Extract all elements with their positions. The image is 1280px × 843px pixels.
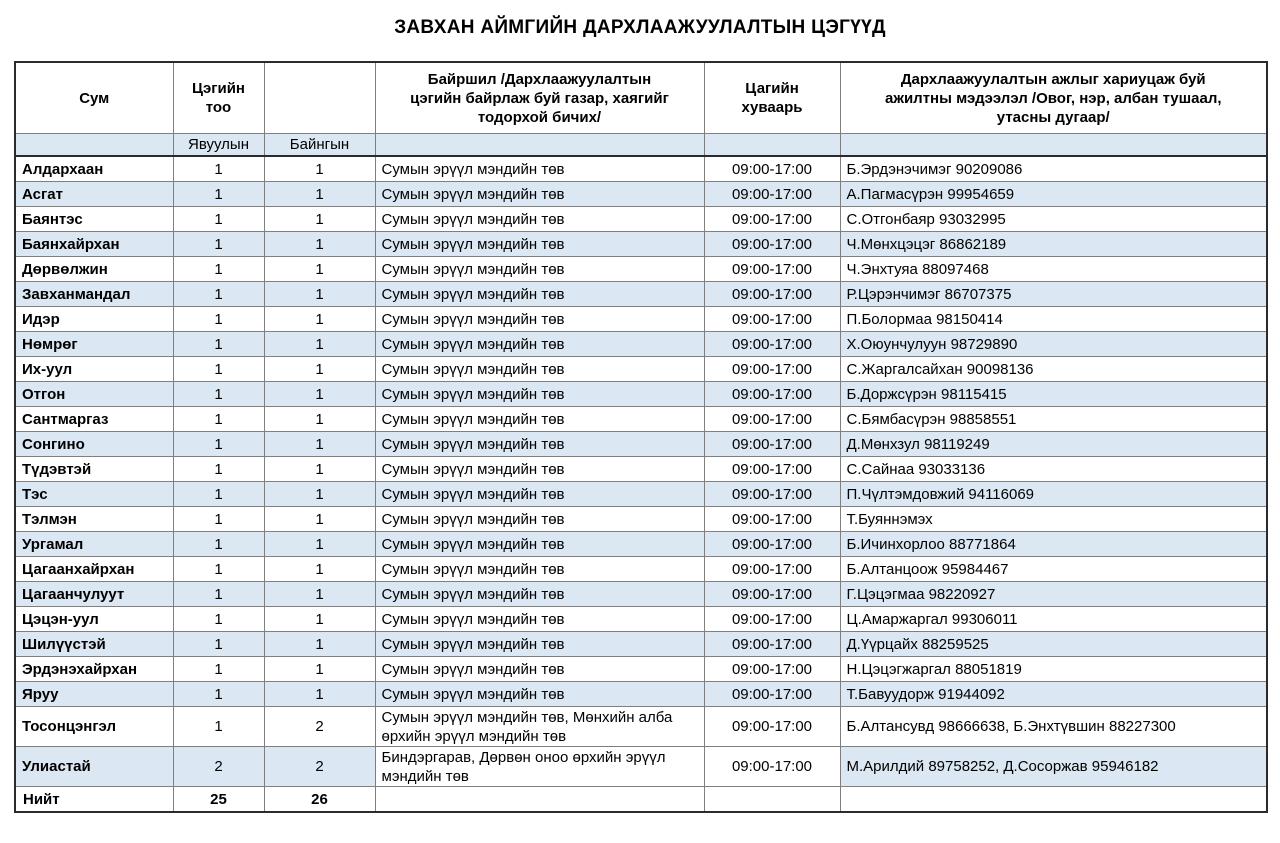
cell-mobile: 1 [173, 457, 264, 482]
cell-sum: Ургамал [15, 532, 173, 557]
header-points-count-spacer [264, 62, 375, 134]
table-row [15, 707, 1267, 747]
total-mobile: 25 [173, 787, 264, 813]
cell-permanent: 1 [264, 682, 375, 707]
cell-permanent: 1 [264, 457, 375, 482]
cell-sum: Цагаанчулуут [15, 582, 173, 607]
cell-sum: Нөмрөг [15, 332, 173, 357]
subheader-location-empty [375, 134, 704, 157]
table-row [15, 682, 1267, 707]
cell-staff: С.Сайнаа 93033136 [840, 457, 1267, 482]
cell-sum: Шилүүстэй [15, 632, 173, 657]
table-row [15, 657, 1267, 682]
cell-mobile: 1 [173, 182, 264, 207]
cell-permanent: 1 [264, 557, 375, 582]
table-row [15, 282, 1267, 307]
cell-location: Сумын эрүүл мэндийн төв [375, 307, 704, 332]
cell-location: Сумын эрүүл мэндийн төв [375, 632, 704, 657]
page-title: ЗАВХАН АЙМГИЙН ДАРХЛААЖУУЛАЛТЫН ЦЭГҮҮД [394, 17, 886, 38]
table-row [15, 632, 1267, 657]
cell-location: Сумын эрүүл мэндийн төв [375, 156, 704, 182]
cell-location: Сумын эрүүл мэндийн төв [375, 557, 704, 582]
cell-schedule: 09:00-17:00 [704, 257, 840, 282]
cell-location: Сумын эрүүл мэндийн төв [375, 382, 704, 407]
cell-sum: Идэр [15, 307, 173, 332]
cell-staff: Б.Ичинхорлоо 88771864 [840, 532, 1267, 557]
cell-schedule: 09:00-17:00 [704, 182, 840, 207]
table-row [15, 507, 1267, 532]
cell-staff: Г.Цэцэгмаа 98220927 [840, 582, 1267, 607]
cell-mobile: 1 [173, 707, 264, 747]
cell-permanent: 1 [264, 582, 375, 607]
cell-mobile: 1 [173, 382, 264, 407]
cell-sum: Сантмаргаз [15, 407, 173, 432]
table-row [15, 407, 1267, 432]
cell-mobile: 1 [173, 432, 264, 457]
cell-schedule: 09:00-17:00 [704, 532, 840, 557]
cell-schedule: 09:00-17:00 [704, 432, 840, 457]
cell-staff: Р.Цэрэнчимэг 86707375 [840, 282, 1267, 307]
cell-location: Сумын эрүүл мэндийн төв [375, 257, 704, 282]
cell-permanent: 1 [264, 607, 375, 632]
cell-mobile: 1 [173, 557, 264, 582]
cell-staff: Б.Эрдэнэчимэг 90209086 [840, 156, 1267, 182]
subheader-staff-empty [840, 134, 1267, 157]
cell-mobile: 1 [173, 257, 264, 282]
cell-mobile: 1 [173, 307, 264, 332]
cell-sum: Яруу [15, 682, 173, 707]
cell-staff: Х.Оюунчулуун 98729890 [840, 332, 1267, 357]
header-schedule: Цагийн хуваарь [704, 62, 840, 134]
cell-permanent: 1 [264, 432, 375, 457]
cell-location: Биндэргарав, Дөрвөн оноо өрхийн эрүүл мэндийн төв [375, 747, 704, 787]
table-body [15, 156, 1267, 787]
cell-staff: Ч.Мөнхцэцэг 86862189 [840, 232, 1267, 257]
cell-sum: Баянтэс [15, 207, 173, 232]
cell-staff: П.Чүлтэмдовжий 94116069 [840, 482, 1267, 507]
cell-permanent: 2 [264, 747, 375, 787]
cell-permanent: 1 [264, 532, 375, 557]
table-row [15, 207, 1267, 232]
cell-sum: Баянхайрхан [15, 232, 173, 257]
cell-sum: Тосонцэнгэл [15, 707, 173, 747]
cell-location: Сумын эрүүл мэндийн төв [375, 457, 704, 482]
table-row [15, 182, 1267, 207]
cell-permanent: 1 [264, 382, 375, 407]
cell-location: Сумын эрүүл мэндийн төв [375, 682, 704, 707]
table-row [15, 232, 1267, 257]
cell-permanent: 1 [264, 232, 375, 257]
header-staff: Дархлаажуулалтын ажлыг хариуцаж буй ажилтны мэдээлэл /Овог, нэр, албан тушаал, утасны дугаар/ [840, 62, 1267, 134]
cell-schedule: 09:00-17:00 [704, 707, 840, 747]
cell-mobile: 1 [173, 156, 264, 182]
subheader-row [15, 134, 1267, 157]
cell-location: Сумын эрүүл мэндийн төв [375, 332, 704, 357]
cell-staff: Н.Цэцэгжаргал 88051819 [840, 657, 1267, 682]
cell-staff: П.Болормаа 98150414 [840, 307, 1267, 332]
cell-location: Сумын эрүүл мэндийн төв [375, 432, 704, 457]
cell-staff: А.Пагмасүрэн 99954659 [840, 182, 1267, 207]
cell-permanent: 1 [264, 182, 375, 207]
cell-mobile: 1 [173, 207, 264, 232]
cell-mobile: 1 [173, 682, 264, 707]
total-label: Нийт [15, 787, 173, 813]
cell-location: Сумын эрүүл мэндийн төв, Мөнхийн алба өрхийн эрүүл мэндийн төв [375, 707, 704, 747]
cell-permanent: 1 [264, 307, 375, 332]
cell-permanent: 1 [264, 482, 375, 507]
table-footer [15, 787, 1267, 813]
table-row [15, 332, 1267, 357]
table-row [15, 357, 1267, 382]
cell-mobile: 1 [173, 632, 264, 657]
cell-schedule: 09:00-17:00 [704, 407, 840, 432]
cell-location: Сумын эрүүл мэндийн төв [375, 232, 704, 257]
cell-mobile: 1 [173, 332, 264, 357]
cell-schedule: 09:00-17:00 [704, 232, 840, 257]
table-row [15, 582, 1267, 607]
cell-staff: Т.Бавуудорж 91944092 [840, 682, 1267, 707]
cell-permanent: 1 [264, 357, 375, 382]
cell-sum: Сонгино [15, 432, 173, 457]
cell-sum: Түдэвтэй [15, 457, 173, 482]
table-row [15, 457, 1267, 482]
cell-location: Сумын эрүүл мэндийн төв [375, 407, 704, 432]
table-row [15, 557, 1267, 582]
cell-sum: Тэс [15, 482, 173, 507]
cell-location: Сумын эрүүл мэндийн төв [375, 507, 704, 532]
cell-schedule: 09:00-17:00 [704, 307, 840, 332]
cell-permanent: 1 [264, 257, 375, 282]
table-row [15, 482, 1267, 507]
table-row [15, 532, 1267, 557]
cell-staff: Ц.Амаржаргал 99306011 [840, 607, 1267, 632]
cell-schedule: 09:00-17:00 [704, 332, 840, 357]
cell-mobile: 1 [173, 407, 264, 432]
cell-mobile: 2 [173, 747, 264, 787]
cell-staff: Д.Мөнхзул 98119249 [840, 432, 1267, 457]
cell-mobile: 1 [173, 282, 264, 307]
cell-schedule: 09:00-17:00 [704, 632, 840, 657]
cell-schedule: 09:00-17:00 [704, 156, 840, 182]
cell-schedule: 09:00-17:00 [704, 207, 840, 232]
total-permanent: 26 [264, 787, 375, 813]
cell-mobile: 1 [173, 507, 264, 532]
cell-permanent: 1 [264, 507, 375, 532]
cell-schedule: 09:00-17:00 [704, 607, 840, 632]
cell-schedule: 09:00-17:00 [704, 457, 840, 482]
cell-location: Сумын эрүүл мэндийн төв [375, 657, 704, 682]
cell-mobile: 1 [173, 232, 264, 257]
table-row [15, 307, 1267, 332]
cell-schedule: 09:00-17:00 [704, 282, 840, 307]
cell-staff: С.Бямбасүрэн 98858551 [840, 407, 1267, 432]
table-row [15, 607, 1267, 632]
cell-sum: Отгон [15, 382, 173, 407]
cell-permanent: 1 [264, 207, 375, 232]
cell-schedule: 09:00-17:00 [704, 482, 840, 507]
total-row [15, 787, 1267, 813]
header-points-count: Цэгийн тоо [173, 62, 264, 134]
cell-location: Сумын эрүүл мэндийн төв [375, 282, 704, 307]
cell-permanent: 1 [264, 282, 375, 307]
cell-permanent: 1 [264, 332, 375, 357]
table-row [15, 257, 1267, 282]
header-sum: Сум [15, 62, 173, 134]
cell-permanent: 1 [264, 657, 375, 682]
cell-sum: Цагаанхайрхан [15, 557, 173, 582]
total-staff-empty [840, 787, 1267, 813]
cell-location: Сумын эрүүл мэндийн төв [375, 607, 704, 632]
table-row [15, 382, 1267, 407]
total-location-empty [375, 787, 704, 813]
cell-schedule: 09:00-17:00 [704, 747, 840, 787]
cell-schedule: 09:00-17:00 [704, 557, 840, 582]
subheader-mobile: Явуулын [173, 134, 264, 157]
cell-staff: Б.Алтанцоож 95984467 [840, 557, 1267, 582]
cell-sum: Улиастай [15, 747, 173, 787]
cell-staff: Т.Буяннэмэх [840, 507, 1267, 532]
vaccination-points-table [14, 61, 1268, 813]
cell-staff: Б.Алтансувд 98666638, Б.Энхтүвшин 88227300 [840, 707, 1267, 747]
cell-staff: М.Арилдий 89758252, Д.Сосоржав 95946182 [840, 747, 1267, 787]
cell-schedule: 09:00-17:00 [704, 657, 840, 682]
cell-sum: Асгат [15, 182, 173, 207]
cell-sum: Завханмандал [15, 282, 173, 307]
cell-sum: Алдархаан [15, 156, 173, 182]
cell-location: Сумын эрүүл мэндийн төв [375, 357, 704, 382]
cell-staff: Д.Үүрцайх 88259525 [840, 632, 1267, 657]
subheader-schedule-empty [704, 134, 840, 157]
cell-permanent: 1 [264, 407, 375, 432]
cell-location: Сумын эрүүл мэндийн төв [375, 532, 704, 557]
cell-mobile: 1 [173, 482, 264, 507]
cell-mobile: 1 [173, 357, 264, 382]
table-row [15, 156, 1267, 182]
cell-sum: Цэцэн-уул [15, 607, 173, 632]
cell-staff: С.Жаргалсайхан 90098136 [840, 357, 1267, 382]
cell-sum: Эрдэнэхайрхан [15, 657, 173, 682]
cell-location: Сумын эрүүл мэндийн төв [375, 207, 704, 232]
table-row [15, 432, 1267, 457]
cell-mobile: 1 [173, 532, 264, 557]
header-row [15, 62, 1267, 134]
cell-schedule: 09:00-17:00 [704, 582, 840, 607]
cell-location: Сумын эрүүл мэндийн төв [375, 582, 704, 607]
total-schedule-empty [704, 787, 840, 813]
cell-location: Сумын эрүүл мэндийн төв [375, 182, 704, 207]
cell-schedule: 09:00-17:00 [704, 682, 840, 707]
header-location: Байршил /Дархлаажуулалтын цэгийн байрлаж буй газар, хаягийг тодорхой бичих/ [375, 62, 704, 134]
cell-permanent: 2 [264, 707, 375, 747]
cell-staff: С.Отгонбаяр 93032995 [840, 207, 1267, 232]
cell-schedule: 09:00-17:00 [704, 507, 840, 532]
cell-schedule: 09:00-17:00 [704, 382, 840, 407]
cell-mobile: 1 [173, 657, 264, 682]
cell-location: Сумын эрүүл мэндийн төв [375, 482, 704, 507]
cell-staff: Ч.Энхтуяа 88097468 [840, 257, 1267, 282]
cell-sum: Тэлмэн [15, 507, 173, 532]
subheader-permanent: Байнгын [264, 134, 375, 157]
table-row [15, 747, 1267, 787]
cell-permanent: 1 [264, 632, 375, 657]
cell-mobile: 1 [173, 607, 264, 632]
table-header [15, 62, 1267, 156]
subheader-sum-empty [15, 134, 173, 157]
cell-schedule: 09:00-17:00 [704, 357, 840, 382]
cell-mobile: 1 [173, 582, 264, 607]
cell-permanent: 1 [264, 156, 375, 182]
cell-sum: Дөрвөлжин [15, 257, 173, 282]
cell-staff: Б.Доржсүрэн 98115415 [840, 382, 1267, 407]
cell-sum: Их-уул [15, 357, 173, 382]
